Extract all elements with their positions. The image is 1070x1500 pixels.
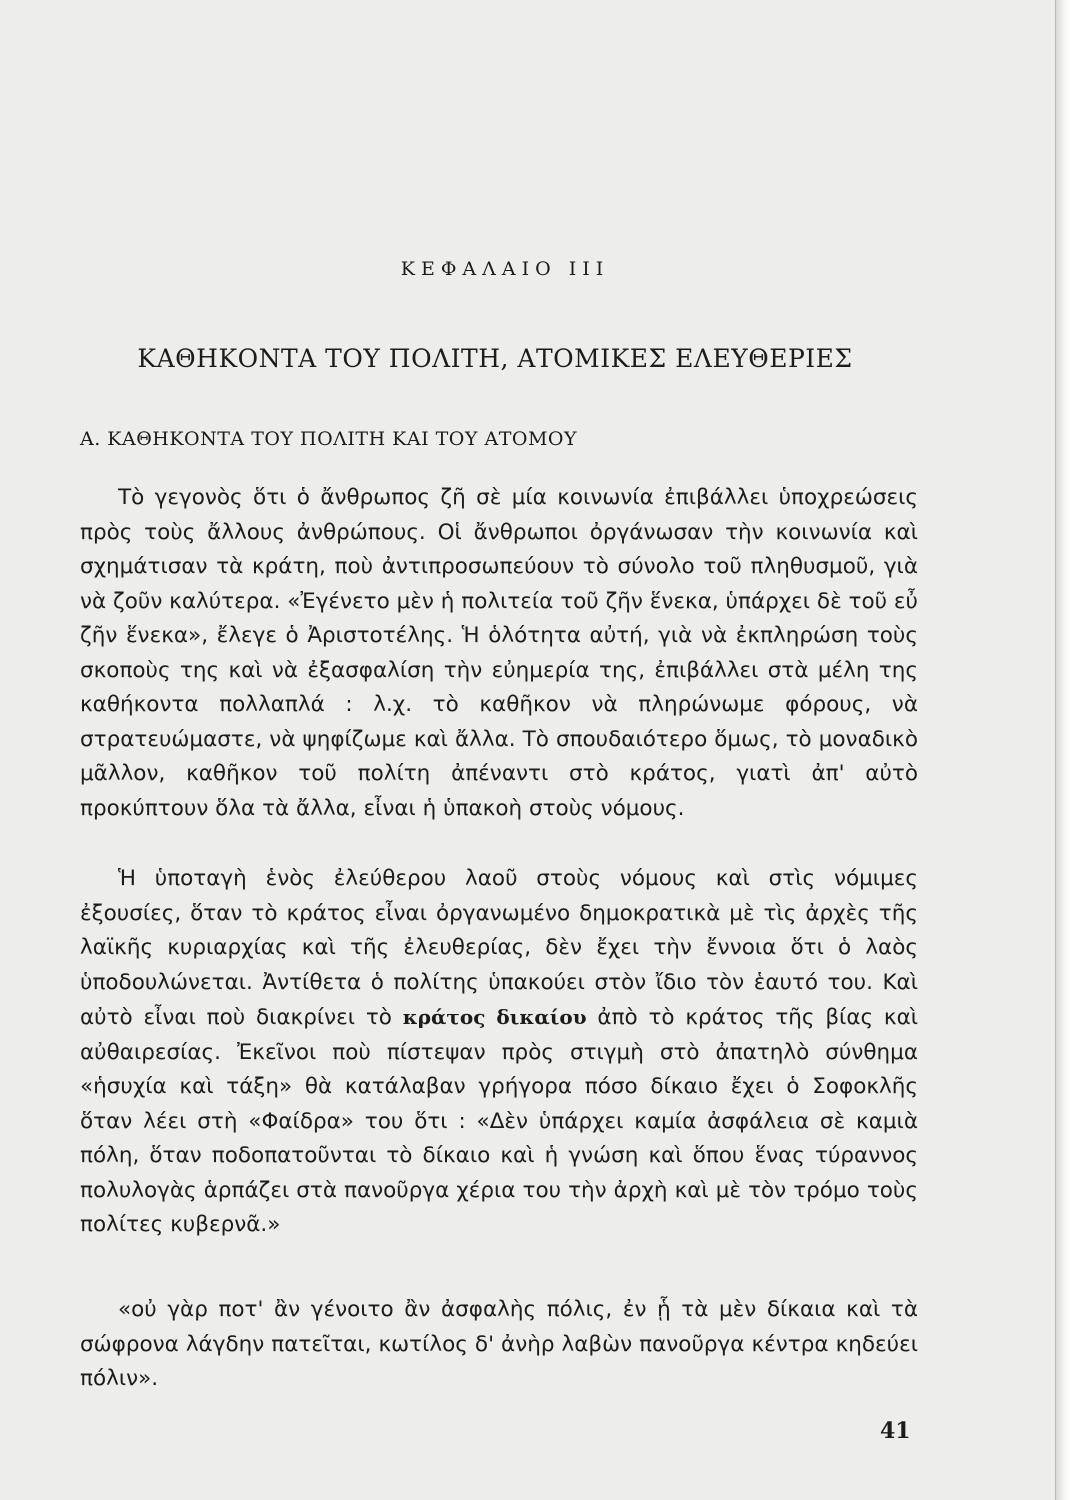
paragraph-text-end: ἀπὸ τὸ κράτος τῆς βίας καὶ αὐθαιρεσίας. Ἐκεῖνοι ποὺ πίστεψαν πρὸς στιγμὴ στὸ ἀπατηλὸ σύνθημα «ἡσυχία καὶ τάξη» θὰ κατάλαβαν γρήγορα πόσο δίκαιο ἔχει ὁ Σοφοκλῆς ὅταν λέει στὴ «Φαίδρα» του ὅτι : «Δὲν ὑπάρχει καμία ἀσφάλεια σὲ καμιὰ πόλη, ὅταν ποδοπατοῦνται τὸ δίκαιο καὶ ἡ γνώση καὶ ὅπου ἕνας τύραννος πολυλογὰς ἁρπάζει στὰ πανοῦργα χέρια του τὴν ἀρχὴ καὶ μὲ τὸν τρόμο τοὺς πολίτες κυβερνᾶ.»	[80, 1005, 919, 1237]
quote-text: «οὐ γὰρ ποτ' ἂν γένοιτο ἂν ἀσφαλὴς πόλις, ἐν ᾗ τὰ μὲν δίκαια καὶ τὰ σώφρονα λάγδην πατεῖται, κωτίλος δ' ἀνὴρ λαβὼν πανοῦργα κέντρα κηδεύει πόλιν».	[80, 1297, 918, 1391]
body-paragraph-1	[80, 481, 918, 826]
chapter-title: ΚΑΘΗΚΟΝΤΑ ΤΟΥ ΠΟΛΙΤΗ, ΑΤΟΜΙΚΕΣ ΕΛΕΥΘΕΡΙΕΣ	[137, 344, 853, 373]
book-spine-edge	[1055, 0, 1070, 1500]
paragraph-text-start: Ἡ ὑποταγὴ ἑνὸς ἐλεύθερου λαοῦ στοὺς νόμους καὶ στὶς νόμιμες ἐξουσίες, ὅταν τὸ κράτος εἶναι ὀργανωμένο δημοκρατικὰ μὲ τὶς ἀρχὲς τῆς λαϊκῆς κυριαρχίας καὶ τῆς ἐλευθερίας, δὲν ἔχει τὴν ἔννοια ὅτι ὁ λαὸς ὑποδουλώνεται. Ἀντίθετα ὁ πολίτης ὑπακούει στὸν ἴδιο τὸν ἑαυτό του. Καὶ αὐτὸ εἶναι ποὺ διακρίνει τὸ	[80, 866, 918, 1030]
paragraph-text	[80, 862, 918, 1243]
chapter-label: ΚΕΦΑΛΑΙΟ III	[400, 258, 610, 280]
paragraph-text: Τὸ γεγονὸς ὅτι ὁ ἄνθρωπος ζῆ σὲ μία κοινωνία ἐπιβάλλει ὑποχρεώσεις πρὸς τοὺς ἄλλους ἀνθρώπους. Οἱ ἄνθρωποι ὀργάνωσαν τὴν κοινωνία καὶ σχημάτισαν τὰ κράτη, ποὺ ἀντιπροσωπεύουν τὸ σύνολο τοῦ πληθυσμοῦ, γιὰ νὰ ζοῦν καλύτερα. «Ἐγένετο μὲν ἡ πολιτεία τοῦ ζῆν ἕνεκα, ὑπάρχει δὲ τοῦ εὖ ζῆν ἕνεκα», ἔλεγε ὁ Ἀριστοτέλης. Ἡ ὁλότητα αὐτή, γιὰ νὰ ἐκπληρώση τοὺς σκοποὺς της καὶ νὰ ἐξασφαλίση τὴν εὐημερία της, ἐπιβάλλει στὰ μέλη της καθήκοντα πολλαπλά : λ.χ. τὸ καθῆκον νὰ πληρώνωμε φόρους, νὰ στρατευώμαστε, νὰ ψηφίζωμε καὶ ἄλλα. Τὸ σπουδαιότερο ὅμως, τὸ μοναδικὸ μᾶλλον, καθῆκον τοῦ πολίτη ἀπέναντι στὸ κράτος, γιατὶ ἀπ' αὐτὸ προκύπτουν ὅλα τὰ ἄλλα, εἶναι ἡ ὑπακοὴ στοὺς νόμους.	[80, 485, 918, 821]
section-heading: Α. ΚΑΘΗΚΟΝΤΑ ΤΟΥ ΠΟΛΙΤΗ ΚΑΙ ΤΟΥ ΑΤΟΜΟΥ	[80, 428, 578, 450]
body-paragraph-2	[80, 862, 918, 1243]
emphasized-term: κράτος δικαίου	[402, 1005, 587, 1029]
ancient-greek-quote	[80, 1293, 918, 1397]
page-number: 41	[880, 1418, 911, 1444]
